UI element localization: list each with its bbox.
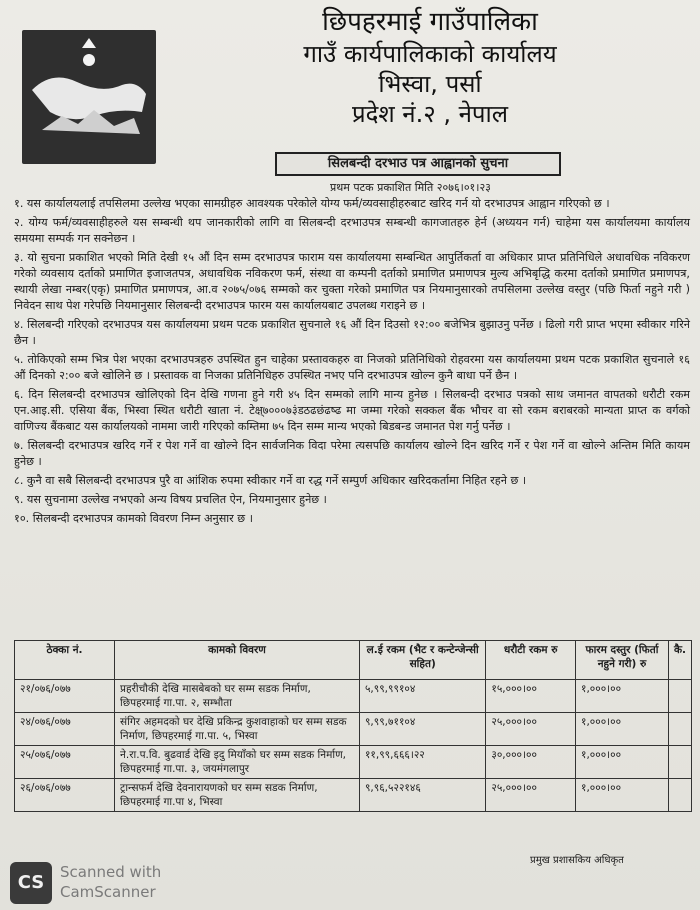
cell-contract-no: २१/०७६/०७७ xyxy=(15,680,115,713)
cell-estimate-amount: ५,९९,९९१०४ xyxy=(359,680,485,713)
cell-remarks xyxy=(668,680,691,713)
cell-work-description: संगिर अहमदको घर देखि प्रकिन्द्र कुशवाहाको घर सम्म सडक निर्माण, छिपहरमाई गा.पा. ५, भिस्वा xyxy=(115,713,360,746)
clause-2: २. योग्य फर्म/व्यवसाहीहरुले यस सम्बन्धी थप जानकारीको लागि वा सिलबन्दी दरभाउपत्र सम्बन्धी कागजातहरु हेर्न (अध्ययन गर्न) चाहेमा यस कार्यालयमा कार्यालय समयमा सम्पर्क गन सक्नेछन । xyxy=(14,216,690,245)
clause-10: १०. सिलबन्दी दरभाउपत्र कामको विवरण निम्न अनुसार छ । xyxy=(14,512,253,525)
tender-table xyxy=(14,640,692,812)
cell-work-description: प्रहरीचौकी देखि मासबेबको घर सम्म सडक निर्माण, छिपहरमाई गा.पा. २, सम्भौता xyxy=(115,680,360,713)
cell-contract-no: २५/०७६/०७७ xyxy=(15,746,115,779)
cell-deposit-amount: २५,०००।०० xyxy=(486,713,576,746)
cell-form-fee: १,०००।०० xyxy=(575,779,668,812)
clause-9: ९. यस सुचनामा उल्लेख नभएको अन्य विषय प्रचलित ऐन, नियमानुसार हुनेछ । xyxy=(14,493,327,506)
clause-6: ६. दिन सिलबन्दी दरभाउपत्र खोलिएको दिन देखि गणना हुने गरी ४५ दिन सम्मको लागि मान्य हुनेछ । सिलबन्दी दरभाउ पत्रको साथ जमानत वापतको धरौटी रकम एन.आइ.सी. एसिया बैंक, भिस्वा स्थित धरौटी खाता नं. टेक्ष्७०००७३ंडठढछंढष्ढ मा जम्मा गरेको सक्कल बैंक भौचर वा सो रकम बराबरको मान्यता प्राप्त क वर्गको वाणिज्य बैंकबाट यस कार्यालयको नाममा जारी गरिएको कम्तिमा ७५ दिन सम्म मान्य भएको बिडबन्ड जमानत पेश गर्नु पर्नेछ । xyxy=(14,388,690,433)
watermark-line-2: CamScanner xyxy=(60,883,156,901)
cell-estimate-amount: ९,९९,७११०४ xyxy=(359,713,485,746)
cell-work-description: ट्रान्सफर्म देखि देवनारायणको घर सम्म सडक निर्माण, छिपहरमाई गा.पा ४, भिस्वा xyxy=(115,779,360,812)
clause-4: ४. सिलबन्दी गरिएको दरभाउपत्र यस कार्यालयमा प्रथम पटक प्रकाशित सुचनाले १६ औं दिन दिउसो १२:०० बजेभित्र बुझाउनु पर्नेछ । ढिलो गरी प्राप्त भएमा स्वीकार गरिने छैन । xyxy=(14,318,690,347)
cell-estimate-amount: ११,९९,६६६।२२ xyxy=(359,746,485,779)
clause-3: ३. यो सुचना प्रकाशित भएको मिति देखी १५ औं दिन सम्म दरभाउपत्र फाराम यस कार्यालयमा सम्बन्धित आपुर्तिकर्ता वा अधिकार प्राप्त प्रतिनिधिले अधावधिक नविकरण गरेको व्यवसाय दर्ताको प्रमाणित इजाजतपत्र, अधावधिक नविकरण फर्म, संस्था वा कम्पनी दर्ताको प्रमाणित प्रमाणपत्र मुल्य अभिबृद्धि करमा दर्ताको प्रमाणित प्रमाणपत्र, स्थायी लेखा नम्बर(एकृ) प्रमाणित प्रमाणपत्र, आ.व २०७५/०७६ सम्मको कर चुक्ता गरेको प्रमाणित पत्र नियमानुसारको तपसिलमा उल्लेख वस्तुर (पछि फिर्ता नहुने गरी ) निवेदन साथ पेश गरेपछि नियमानुसार सिलबन्दी दरभाउपत्र फारम यस कार्यालयबाट उपलब्ध गराइने छ । xyxy=(14,251,690,312)
cell-deposit-amount: १५,०००।०० xyxy=(486,680,576,713)
clause-5: ५. तोकिएको सम्म भित्र पेश भएका दरभाउपत्रहरु उपस्थित हुन चाहेका प्रस्तावकहरु वा निजको प्रतिनिधिको रोहवरमा यस कार्यालयमा प्रथम पटक प्रकाशित सुचनाले १६ औं दिनको २:०० बजे खोलिने छ । प्रस्तावक वा निजका प्रतिनिधिहरु उपस्थित नभए पनि दरभाउपत्र खोल्न कुनै बाधा पर्ने छैन । xyxy=(14,353,690,382)
cell-remarks xyxy=(668,713,691,746)
cell-remarks xyxy=(668,779,691,812)
watermark-line-1: Scanned with xyxy=(60,863,162,881)
table-row xyxy=(15,680,692,713)
col-estimate-amount: ल.ई रकम (भैट र कन्टेन्जेन्सी सहित) xyxy=(359,641,485,680)
cell-remarks xyxy=(668,746,691,779)
cell-contract-no: २६/०७६/०७७ xyxy=(15,779,115,812)
office-name: गाउँ कार्यपालिकाको कार्यालय xyxy=(303,39,557,68)
cell-deposit-amount: २५,०००।०० xyxy=(486,779,576,812)
clause-1: १. यस कार्यालयलाई तपसिलमा उल्लेख भएका सामग्रीहरु आवश्यक परेकोले योग्य फर्म/व्यवसाहीहरुबाट खरिद गर्न यो दरभाउपत्र आह्वान गरिएको छ । xyxy=(14,197,610,210)
notice-clauses xyxy=(14,196,690,530)
cell-estimate-amount: ९,९६,५२२१४६ xyxy=(359,779,485,812)
cell-form-fee: १,०००।०० xyxy=(575,680,668,713)
notice-subject: सिलबन्दी दरभाउ पत्र आह्वानको सुचना xyxy=(275,152,561,176)
col-form-fee: फारम दस्तुर (फिर्ता नहुने गरी) रु xyxy=(575,641,668,680)
municipality-name: छिपहरमाई गाउँपालिका xyxy=(322,7,538,37)
col-deposit-amount: धरौटी रकम रु xyxy=(486,641,576,680)
office-header xyxy=(170,6,690,129)
cell-form-fee: १,०००।०० xyxy=(575,746,668,779)
table-row xyxy=(15,746,692,779)
cell-contract-no: २४/०७६/०७७ xyxy=(15,713,115,746)
cell-form-fee: १,०००।०० xyxy=(575,713,668,746)
clause-8: ८. कुनै वा सबै सिलबन्दी दरभाउपत्र पुरै वा आंशिक रुपमा स्वीकार गर्ने वा रद्ध गर्ने सम्पुर्ण अधिकार खरिदकर्तामा निहित रहने छ । xyxy=(14,474,527,487)
province-line: प्रदेश नं.२ , नेपाल xyxy=(351,99,509,128)
col-contract-no: ठेक्का नं. xyxy=(15,641,115,680)
clause-7: ७. सिलबन्दी दरभाउपत्र खरिद गर्ने र पेश गर्ने वा खोल्ने दिन सार्वजनिक विदा परेमा त्यसपछि कार्यालय खोल्ने दिन खरिद गर्ने र पेश गर्ने वा खोल्ने अन्तिम मिति कायम हुनेछ । xyxy=(14,439,690,468)
camscanner-logo-icon: CS xyxy=(10,862,52,904)
table-header-row xyxy=(15,641,692,680)
table-row xyxy=(15,779,692,812)
signature-title: प्रमुख प्रशासकिय अधिकृत xyxy=(530,855,624,866)
cell-deposit-amount: ३०,०००।०० xyxy=(486,746,576,779)
published-date: प्रथम पटक प्रकाशित मिति २०७६।०१।२३ xyxy=(330,181,491,194)
col-remarks: कै. xyxy=(668,641,691,680)
col-work-description: कामको विवरण xyxy=(115,641,360,680)
camscanner-watermark xyxy=(60,862,161,902)
cell-work-description: ने.रा.प.वि. बुढवार्ड देखि इदु मियाँको घर सम्म सडक निर्माण, छिपहरमाई गा.पा. ३, जयमंगलापुर xyxy=(115,746,360,779)
office-address: भिस्वा, पर्सा xyxy=(378,69,482,98)
table-row xyxy=(15,713,692,746)
municipality-seal-icon xyxy=(22,30,156,164)
